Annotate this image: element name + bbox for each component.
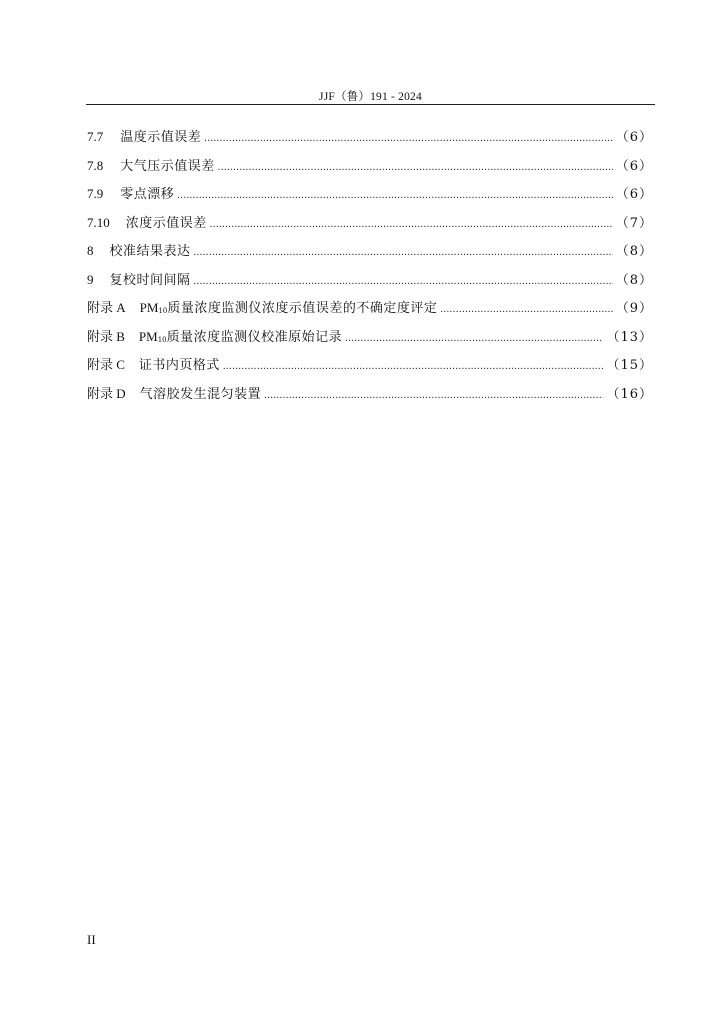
toc-title: 复校时间间隔 <box>109 272 191 288</box>
toc-page-number: （8） <box>615 272 653 288</box>
toc-number: 7.7 <box>87 129 104 144</box>
toc-entry-appendix-d[interactable] <box>87 383 653 412</box>
toc-page-number: （9） <box>615 301 653 316</box>
pm-subscript: 10 <box>157 335 167 344</box>
toc-title: 大气压示值误差 <box>120 158 215 174</box>
toc-number: 附录 C <box>87 357 125 372</box>
toc-number: 7.8 <box>87 157 104 173</box>
toc-entry-appendix-b[interactable] <box>87 326 653 355</box>
toc-title: 零点漂移 <box>120 187 175 202</box>
toc-title: 气溶胶发生混匀装置 <box>139 386 262 402</box>
page-number: II <box>87 932 96 947</box>
toc-title: 浓度示值误差 <box>125 215 207 231</box>
toc-entry-9[interactable] <box>87 269 653 298</box>
toc-number: 附录 D <box>87 385 126 401</box>
running-header: JJF（鲁）191 - 2024 <box>319 91 422 103</box>
toc-page-number: （6） <box>615 130 653 145</box>
toc-entry-8[interactable] <box>87 240 653 269</box>
toc-title: 温度示值误差 <box>120 130 202 145</box>
toc-leader-dots <box>210 219 613 230</box>
toc-title: 证书内页格式 <box>138 358 220 373</box>
toc-leader-dots <box>194 276 613 287</box>
toc-page-number: （6） <box>615 158 653 174</box>
toc-entry-7-9[interactable] <box>87 183 653 212</box>
pm-subscript: 10 <box>158 307 168 315</box>
toc-leader-dots <box>204 133 612 144</box>
toc-leader-dots <box>177 190 612 201</box>
toc-title-rest: 质量浓度监测仪浓度示值误差的不确定度评定 <box>167 301 438 316</box>
pm-label: PM <box>139 300 159 315</box>
toc-number: 附录 B <box>87 328 125 344</box>
toc-page-number: （6） <box>615 187 653 202</box>
toc-number: 附录 A <box>87 300 126 315</box>
toc-number: 8 <box>87 243 94 258</box>
toc-leader-dots <box>194 247 613 258</box>
toc-entry-7-10[interactable] <box>87 212 653 241</box>
toc-number: 9 <box>87 271 94 287</box>
toc-entry-appendix-c[interactable] <box>87 354 653 383</box>
toc-page-number: （16） <box>606 386 653 402</box>
toc-number: 7.10 <box>87 214 110 230</box>
toc-entry-appendix-a[interactable] <box>87 297 653 326</box>
toc-leader-dots <box>218 162 613 173</box>
toc-leader-dots <box>264 390 603 401</box>
toc-entry-7-7[interactable] <box>87 126 653 155</box>
toc-leader-dots <box>345 333 603 344</box>
toc-title: 校准结果表达 <box>109 244 191 259</box>
toc-page-number: （15） <box>606 358 653 373</box>
toc-title <box>140 297 438 316</box>
toc-title <box>139 326 342 345</box>
toc-entry-7-8[interactable] <box>87 155 653 184</box>
toc-leader-dots <box>223 361 604 372</box>
toc-page-number: （13） <box>606 329 653 345</box>
toc-page-number: （7） <box>615 215 653 231</box>
header-rule <box>86 104 655 105</box>
toc-page-number: （8） <box>615 244 653 259</box>
table-of-contents <box>87 126 653 411</box>
toc-number: 7.9 <box>87 186 104 201</box>
toc-leader-dots <box>440 304 612 315</box>
pm-label: PM <box>138 328 158 344</box>
toc-title-rest: 质量浓度监测仪校准原始记录 <box>166 329 343 345</box>
